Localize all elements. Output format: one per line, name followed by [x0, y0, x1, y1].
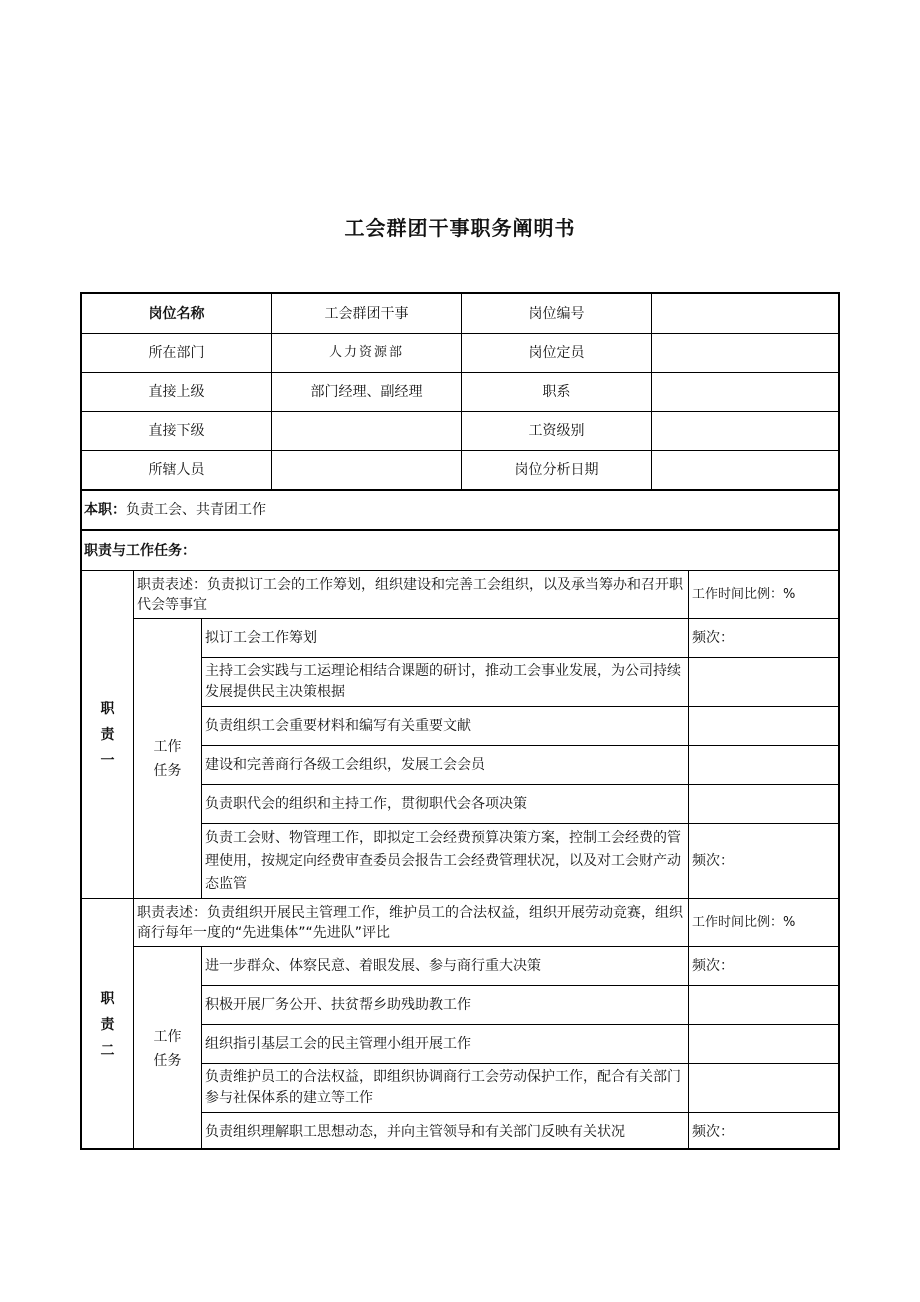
- label-department: 所在部门: [82, 334, 272, 373]
- duty1-time-ratio: 工作时间比例：%: [689, 571, 840, 619]
- duty2-task-4: 负责维护员工的合法权益，即组织协调商行工会劳动保护工作，配合有关部门参与社保体系的建立等工作: [202, 1064, 689, 1113]
- duty1-description: 职责表述：负责拟订工会的工作筹划，组织建设和完善工会组织，以及承当筹办和召开职代会等事宜: [134, 571, 689, 619]
- duty1-task-4-frequency: [689, 746, 840, 785]
- duty1-task-label: 工作 任务: [134, 619, 202, 899]
- value-position-name: 工会群团干事: [272, 294, 462, 334]
- value-direct-superior: 部门经理、副经理: [272, 373, 462, 412]
- duty2-task-3: 组织指引基层工会的民主管理小组开展工作: [202, 1025, 689, 1064]
- job-description-table: [80, 292, 840, 1150]
- duty1-task-6: 负责工会财、物管理工作，即拟定工会经费预算决策方案，控制工会经费的管理使用，按规定向经费审查委员会报告工会经费管理状况，以及对工会财产动态监管: [202, 824, 689, 899]
- main-duty-text: 负责工会、共青团工作: [126, 502, 266, 518]
- main-duty-label: 本职：: [84, 502, 126, 518]
- page-title: 工会群团干事职务阐明书: [344, 216, 576, 240]
- value-direct-subordinate: [272, 412, 462, 451]
- label-position-code: 岗位编号: [462, 294, 652, 334]
- duty1-task-3: 负责组织工会重要材料和编写有关重要文献: [202, 707, 689, 746]
- duty1-task-5-frequency: [689, 785, 840, 824]
- label-salary-grade: 工资级别: [462, 412, 652, 451]
- label-headcount: 岗位定员: [462, 334, 652, 373]
- label-direct-subordinate: 直接下级: [82, 412, 272, 451]
- label-direct-superior: 直接上级: [82, 373, 272, 412]
- duty2-task-2: 积极开展厂务公开、扶贫帮乡助残助教工作: [202, 986, 689, 1025]
- duty2-task-4-frequency: [689, 1064, 840, 1113]
- duty2-label: 职 责 二: [82, 899, 134, 1150]
- duty2-task-3-frequency: [689, 1025, 840, 1064]
- duty1-task-2-frequency: [689, 658, 840, 707]
- duty1-task-4: 建设和完善商行各级工会组织，发展工会会员: [202, 746, 689, 785]
- duty1-task-1-frequency: 频次：: [689, 619, 840, 658]
- duty2-task-1-frequency: 频次：: [689, 947, 840, 986]
- duty2-task-2-frequency: [689, 986, 840, 1025]
- value-staff-managed: [272, 451, 462, 491]
- label-staff-managed: 所辖人员: [82, 451, 272, 491]
- duty2-task-label: 工作 任务: [134, 947, 202, 1150]
- duty1-task-3-frequency: [689, 707, 840, 746]
- duty1-task-5: 负责职代会的组织和主持工作，贯彻职代会各项决策: [202, 785, 689, 824]
- duty1-task-6-frequency: 频次：: [689, 824, 840, 899]
- value-department: 人力资源部: [272, 334, 462, 373]
- value-salary-grade: [652, 412, 840, 451]
- duty2-time-ratio: 工作时间比例：%: [689, 899, 840, 947]
- duty1-task-1: 拟订工会工作筹划: [202, 619, 689, 658]
- label-position-name: 岗位名称: [82, 294, 272, 334]
- duty1-label: 职 责 一: [82, 571, 134, 899]
- duty2-description: 职责表述：负责组织开展民主管理工作，维护员工的合法权益，组织开展劳动竞赛，组织商行每年一度的“先进集体”“先进队”评比: [134, 899, 689, 947]
- duty1-task-2: 主持工会实践与工运理论相结合课题的研讨，推动工会事业发展，为公司持续发展提供民主决策根据: [202, 658, 689, 707]
- value-analysis-date: [652, 451, 840, 491]
- label-analysis-date: 岗位分析日期: [462, 451, 652, 491]
- label-job-family: 职系: [462, 373, 652, 412]
- main-duty-row: [82, 491, 840, 531]
- value-headcount: [652, 334, 840, 373]
- duty2-task-5: 负责组织理解职工思想动态，并向主管领导和有关部门反映有关状况: [202, 1113, 689, 1150]
- duty2-task-5-frequency: 频次：: [692, 1123, 734, 1140]
- duties-header: 职责与工作任务：: [82, 531, 840, 571]
- duty2-task-1: 进一步群众、体察民意、着眼发展、参与商行重大决策: [202, 947, 689, 986]
- value-job-family: [652, 373, 840, 412]
- value-position-code: [652, 294, 840, 334]
